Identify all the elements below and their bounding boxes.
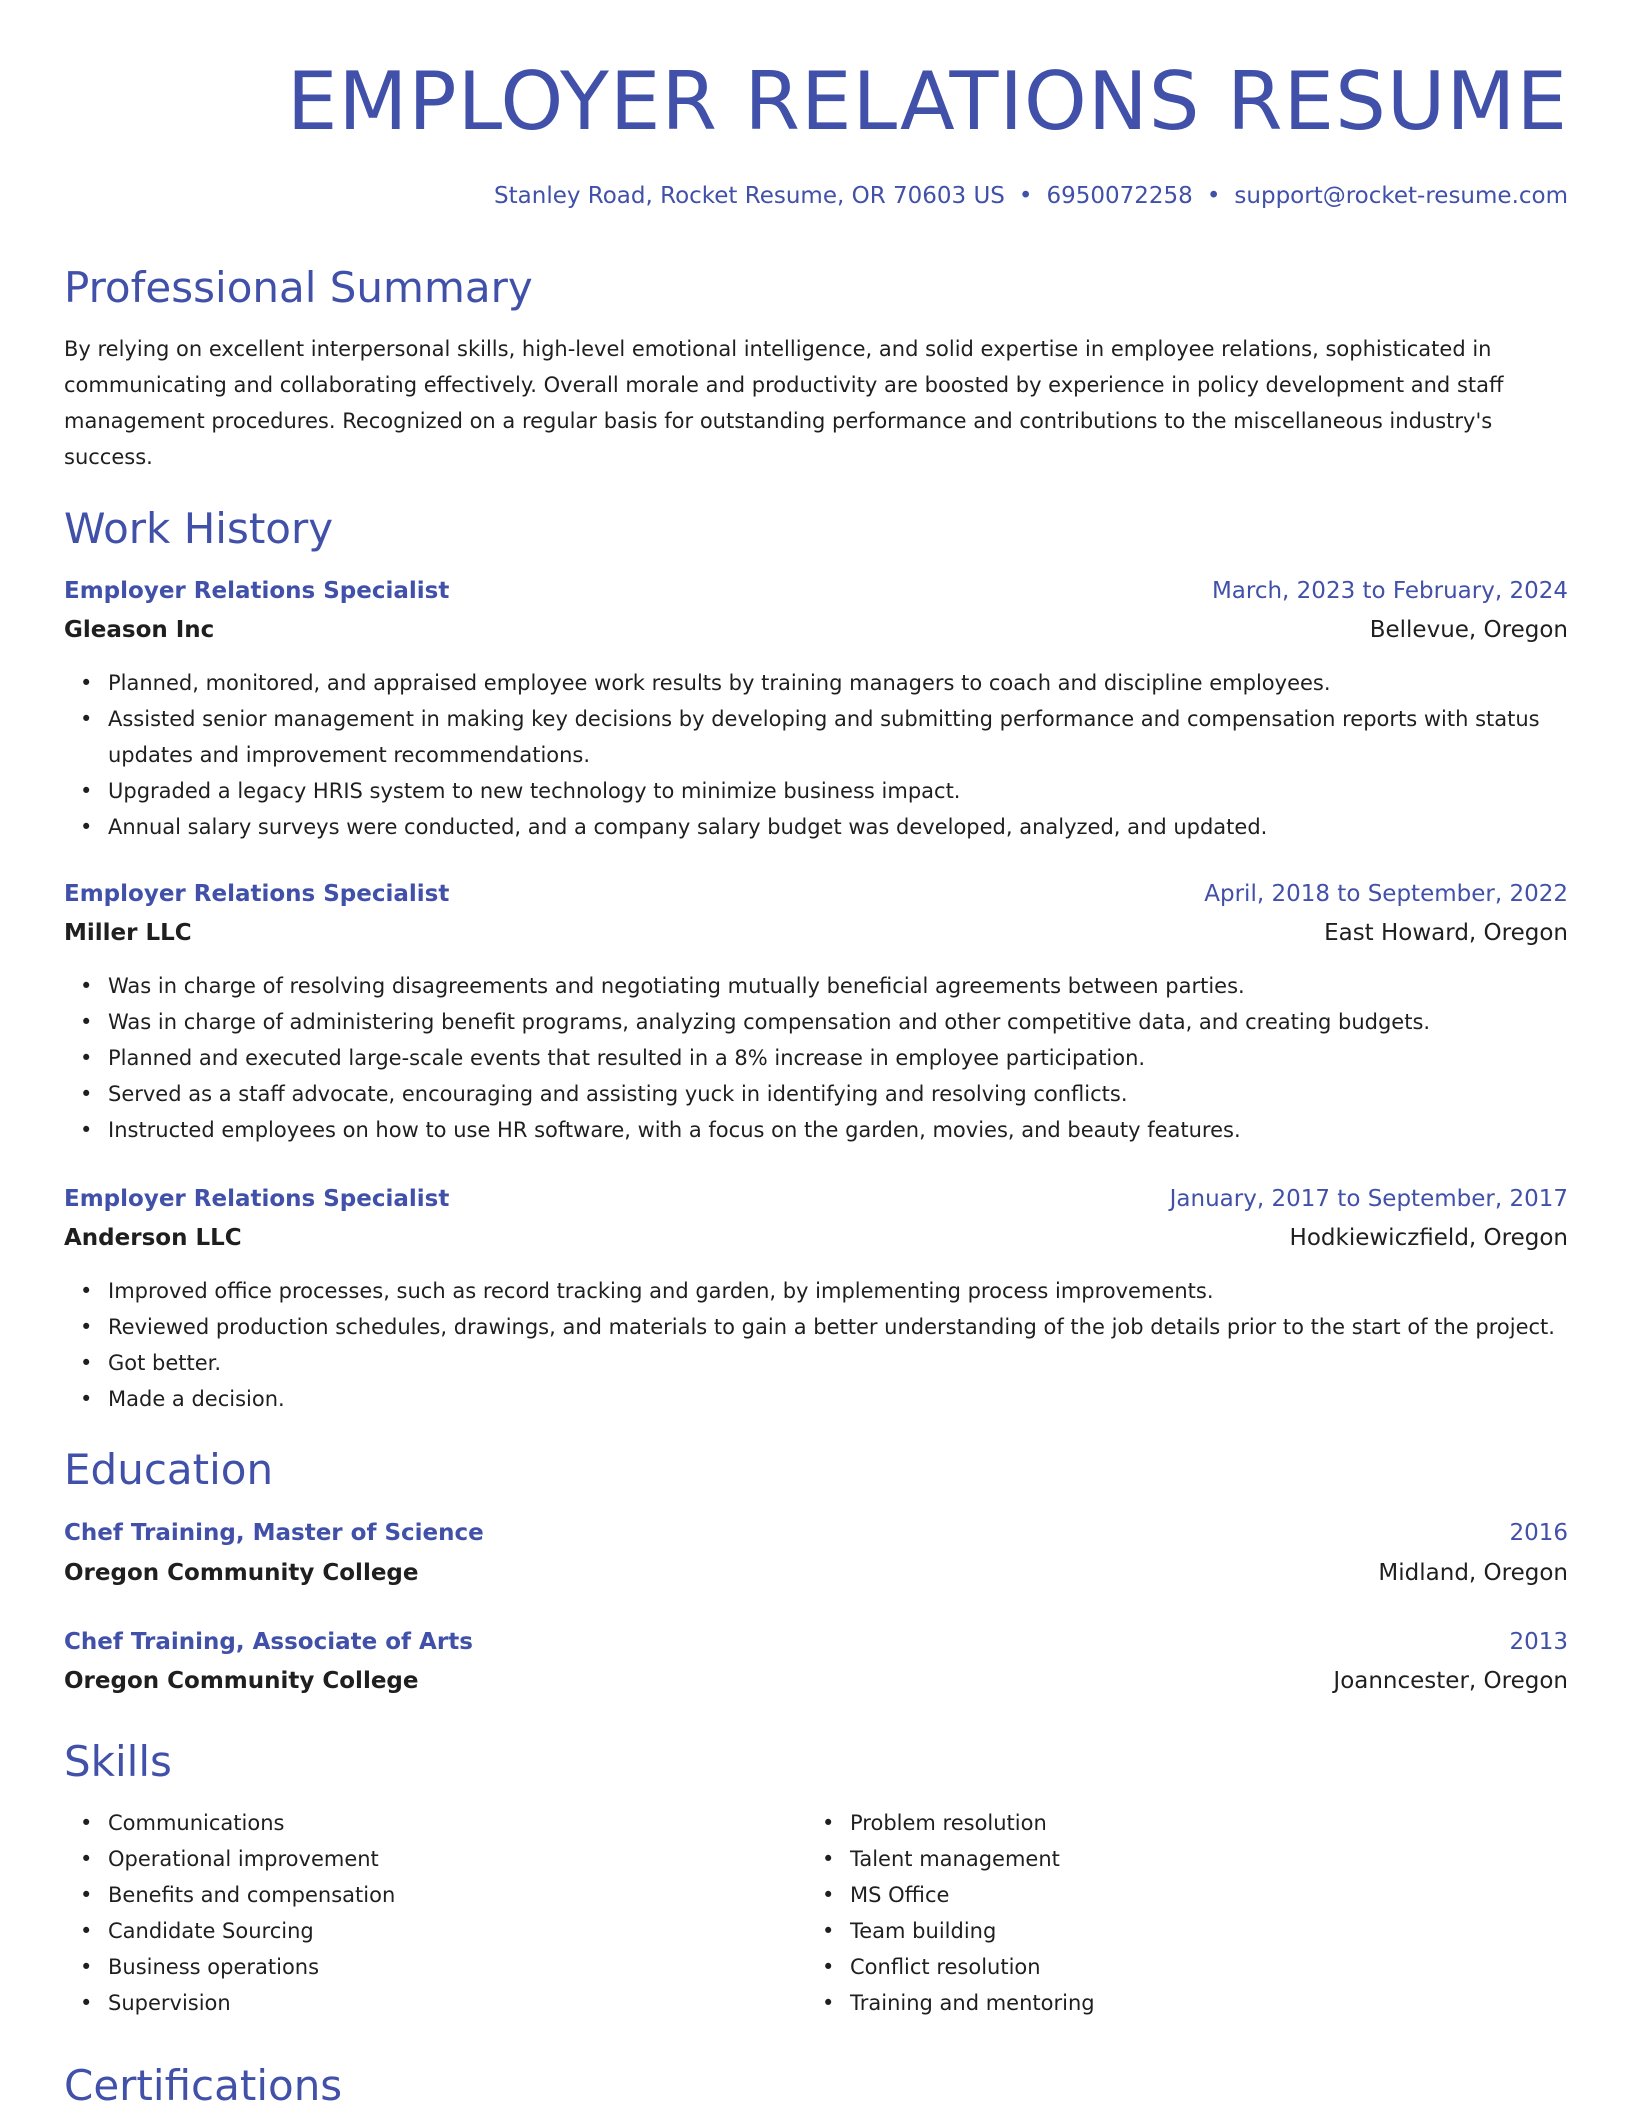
education-degree: Chef Training, Master of Science xyxy=(64,1520,484,1546)
contact-email[interactable]: support@rocket-resume.com xyxy=(1234,183,1568,209)
job-company: Anderson LLC xyxy=(64,1225,242,1251)
education-location: Midland, Oregon xyxy=(1378,1560,1568,1586)
job-location: Hodkiewiczfield, Oregon xyxy=(1289,1225,1568,1251)
list-item: • Instructed employees on how to use HR software, with a focus on the garden, movies, and beauty features. xyxy=(108,1112,1568,1148)
contact-address: Stanley Road, Rocket Resume, OR 70603 US xyxy=(494,183,1005,209)
job-location: Bellevue, Oregon xyxy=(1369,617,1568,643)
education-header xyxy=(64,1515,1568,1551)
skill-item: • Candidate Sourcing xyxy=(108,1913,806,1949)
skill-item: • Team building xyxy=(850,1913,1548,1949)
job-dates: January, 2017 to September, 2017 xyxy=(1169,1186,1568,1212)
skill-item: • Training and mentoring xyxy=(850,1985,1548,2021)
job-bullets xyxy=(64,665,1568,845)
summary-text: By relying on excellent interpersonal skills, high-level emotional intelligence, and solid expertise in employee relations, sophisticated in communicating and collaborating effectively. Overall morale and productivity are boosted by experience in policy development and staff management procedures. Recognized on a regular basis for outstanding performance and contributions to the miscellaneous industry's success. xyxy=(64,337,1504,469)
skill-item: • Operational improvement xyxy=(108,1841,806,1877)
job-header xyxy=(64,876,1568,912)
education-year: 2013 xyxy=(1509,1629,1568,1655)
list-item: • Was in charge of administering benefit programs, analyzing compensation and other competitive data, and creating budgets. xyxy=(108,1004,1568,1040)
job-header xyxy=(64,1181,1568,1217)
job-company-row xyxy=(64,1220,1568,1256)
job-company: Miller LLC xyxy=(64,920,192,946)
skill-item: • Conflict resolution xyxy=(850,1949,1548,1985)
skills-list-left xyxy=(64,1805,806,2021)
list-item: • Upgraded a legacy HRIS system to new technology to minimize business impact. xyxy=(108,773,1568,809)
education-school-row xyxy=(64,1663,1568,1699)
skills-list-right xyxy=(806,1805,1548,2021)
job-dates: April, 2018 to September, 2022 xyxy=(1204,881,1568,907)
list-item: • Improved office processes, such as record tracking and garden, by implementing process improvements. xyxy=(108,1273,1568,1309)
job-bullets xyxy=(64,1273,1568,1417)
certifications-heading: Certifications xyxy=(64,2061,343,2110)
skill-item: • Talent management xyxy=(850,1841,1548,1877)
contact-separator: • xyxy=(1018,183,1033,209)
job-title: Employer Relations Specialist xyxy=(64,881,450,907)
work-history-heading: Work History xyxy=(64,504,334,553)
list-item: • Served as a staff advocate, encouraging and assisting yuck in identifying and resolving conflicts. xyxy=(108,1076,1568,1112)
list-item: • Planned, monitored, and appraised employee work results by training managers to coach and discipline employees. xyxy=(108,665,1568,701)
skill-item: • Supervision xyxy=(108,1985,806,2021)
list-item: • Got better. xyxy=(108,1345,1568,1381)
job-bullets xyxy=(64,968,1568,1148)
list-item: • Made a decision. xyxy=(108,1381,1568,1417)
education-location: Joanncester, Oregon xyxy=(1333,1668,1568,1694)
list-item: • Assisted senior management in making key decisions by developing and submitting performance and compensation reports with status updates and improvement recommendations. xyxy=(108,701,1568,773)
job-dates: March, 2023 to February, 2024 xyxy=(1211,578,1568,604)
contact-separator: • xyxy=(1206,183,1221,209)
education-school-row xyxy=(64,1555,1568,1591)
job-header xyxy=(64,573,1568,609)
resume-title: EMPLOYER RELATIONS RESUME xyxy=(286,55,1568,148)
education-header xyxy=(64,1624,1568,1660)
education-year: 2016 xyxy=(1509,1520,1568,1546)
skill-item: • Benefits and compensation xyxy=(108,1877,806,1913)
skill-item: • Business operations xyxy=(108,1949,806,1985)
education-school: Oregon Community College xyxy=(64,1560,419,1586)
summary-heading: Professional Summary xyxy=(64,263,533,312)
education-school: Oregon Community College xyxy=(64,1668,419,1694)
job-location: East Howard, Oregon xyxy=(1324,920,1568,946)
skills-columns xyxy=(64,1805,1568,2021)
education-degree: Chef Training, Associate of Arts xyxy=(64,1629,473,1655)
contact-line xyxy=(494,180,1568,212)
list-item: • Annual salary surveys were conducted, and a company salary budget was developed, analyzed, and updated. xyxy=(108,809,1568,845)
job-company-row xyxy=(64,612,1568,648)
job-title: Employer Relations Specialist xyxy=(64,578,450,604)
skills-heading: Skills xyxy=(64,1737,172,1786)
job-company-row xyxy=(64,915,1568,951)
job-company: Gleason Inc xyxy=(64,617,215,643)
list-item: • Was in charge of resolving disagreements and negotiating mutually beneficial agreements between parties. xyxy=(108,968,1568,1004)
education-heading: Education xyxy=(64,1445,274,1494)
contact-phone: 6950072258 xyxy=(1046,183,1193,209)
job-title: Employer Relations Specialist xyxy=(64,1186,450,1212)
list-item: • Reviewed production schedules, drawings, and materials to gain a better understanding of the job details prior to the start of the project. xyxy=(108,1309,1568,1345)
skill-item: • Communications xyxy=(108,1805,806,1841)
list-item: • Planned and executed large-scale events that resulted in a 8% increase in employee participation. xyxy=(108,1040,1568,1076)
skill-item: • MS Office xyxy=(850,1877,1548,1913)
skill-item: • Problem resolution xyxy=(850,1805,1548,1841)
